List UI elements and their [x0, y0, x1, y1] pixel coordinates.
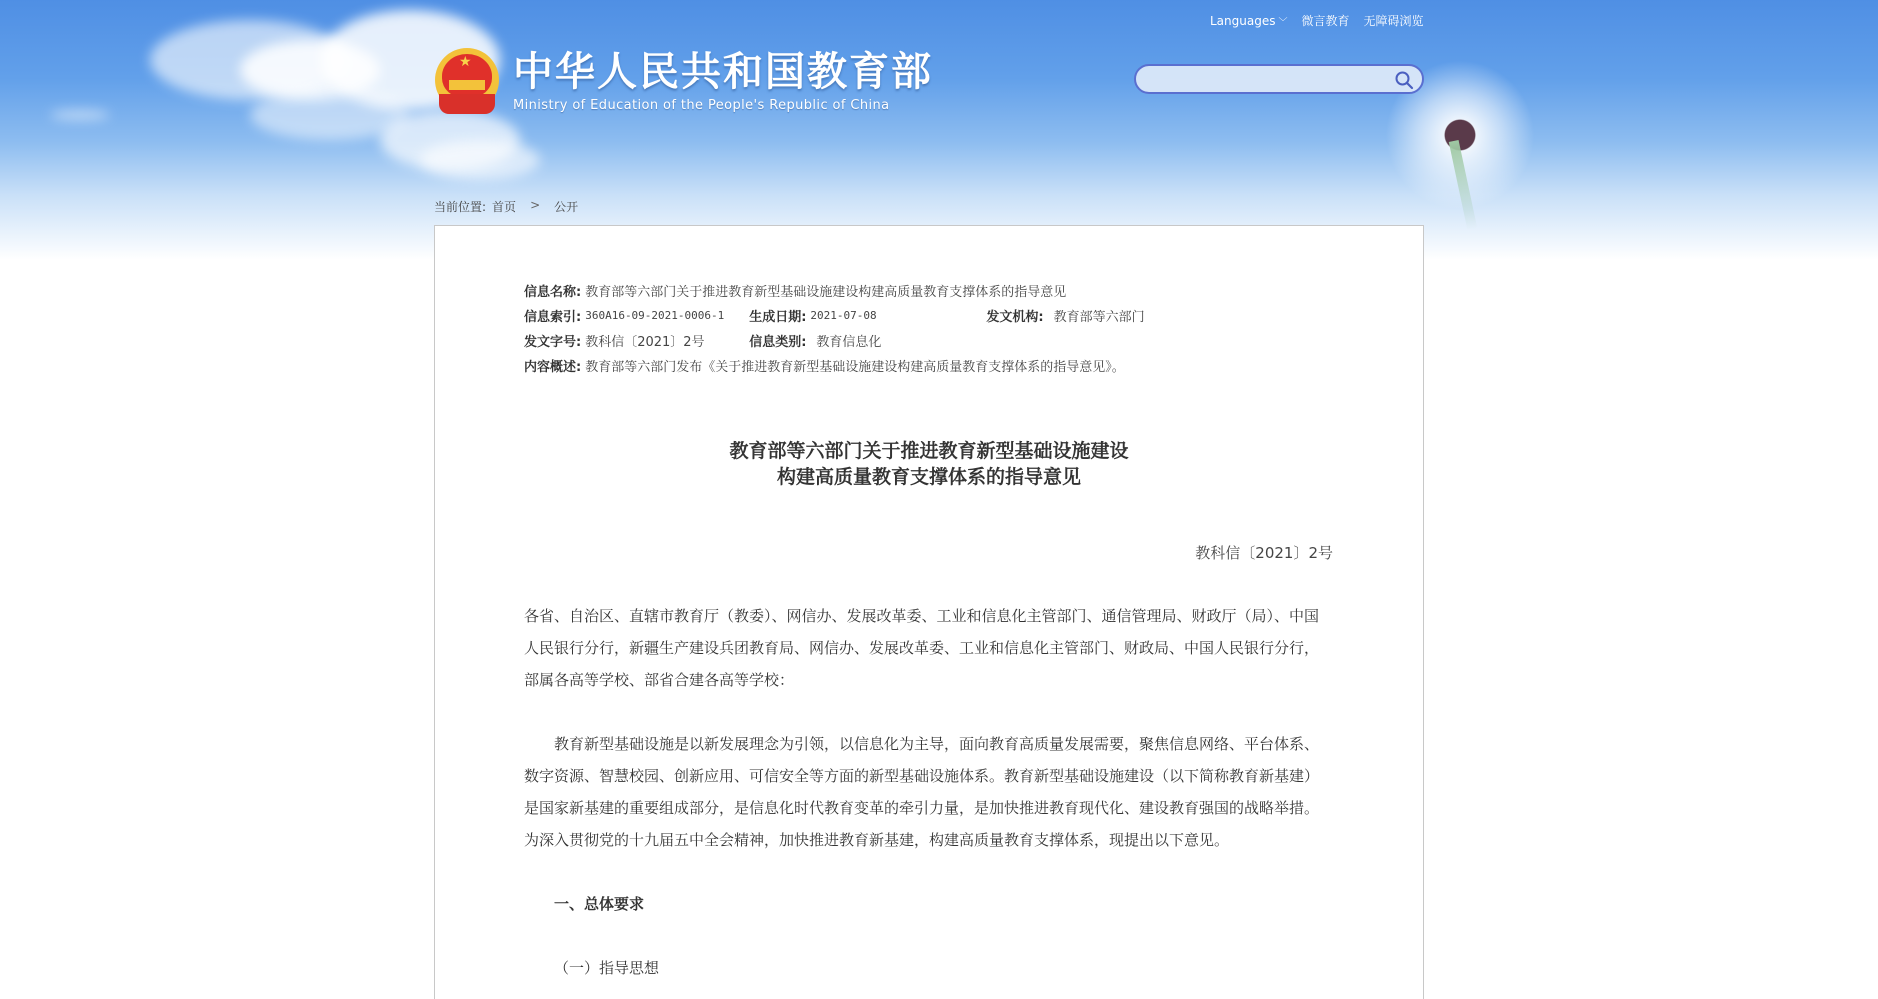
search-box	[1134, 64, 1424, 94]
subsection-heading: （一）指导思想	[554, 959, 660, 977]
info-issuer: 教育部等六部门	[1053, 310, 1145, 325]
search-icon[interactable]	[1394, 70, 1414, 90]
cloud-decoration	[50, 110, 110, 120]
chevron-down-icon: ﹀	[1278, 17, 1288, 28]
addressees-paragraph: 各省、自治区、直辖市教育厅（教委）、网信办、发展改革委、工业和信息化主管部门、通信管理局、财政厅（局）、中国人民银行分行，新疆生产建设兵团教育局、网信办、发展改革委、工业和信息化主管部门、财政局、中国人民银行分行，部属各高等学校、部省合建各高等学校：	[524, 607, 1320, 689]
search-input[interactable]	[1136, 66, 1386, 92]
cloud-decoration	[420, 140, 540, 180]
info-category: 教育信息化	[816, 335, 882, 350]
meta-row-summary: 内容概述: 教育部等六部门发布《关于推进教育新型基础设施建设构建高质量教育支撑体系的指导意见》。	[524, 353, 1145, 378]
languages-link[interactable]: Languages ﹀	[1210, 13, 1288, 28]
document-title: 教育部等六部门关于推进教育新型基础设施建设 构建高质量教育支撑体系的指导意见	[729, 440, 1129, 488]
info-date: 2021-07-08	[810, 309, 877, 322]
site-title-en: Ministry of Education of the People's Republic of China	[513, 98, 890, 113]
national-emblem-icon: ★	[435, 48, 499, 116]
content-panel	[434, 225, 1424, 999]
site-title-cn: 中华人民共和国教育部	[513, 49, 933, 95]
header-background	[0, 0, 1878, 260]
weiyan-education-link[interactable]: 微言教育	[1301, 14, 1350, 28]
breadcrumb-home[interactable]: 首页	[492, 200, 517, 214]
info-summary: 教育部等六部门发布《关于推进教育新型基础设施建设构建高质量教育支撑体系的指导意见》。	[585, 360, 1125, 375]
breadcrumb	[434, 198, 578, 215]
document-number: 教科信〔2021〕2号	[1195, 544, 1333, 562]
meta-row-index: 信息索引: 360A16-09-2021-0006-1 生成日期: 2021-07-08 发文机构: 教育部等六部门	[524, 303, 1145, 328]
top-links	[1210, 12, 1424, 29]
meta-row-name: 信息名称: 教育部等六部门关于推进教育新型基础设施建设构建高质量教育支撑体系的指导意见	[524, 278, 1145, 303]
meta-row-docno: 发文字号: 教科信〔2021〕2号 信息类别: 教育信息化	[524, 328, 1145, 353]
info-name: 教育部等六部门关于推进教育新型基础设施建设构建高质量教育支撑体系的指导意见	[585, 285, 1067, 300]
section-heading: 一、总体要求	[554, 895, 645, 913]
info-metadata	[524, 278, 1145, 378]
intro-paragraph: 教育新型基础设施是以新发展理念为引领，以信息化为主导，面向教育高质量发展需要，聚焦信息网络、平台体系、数字资源、智慧校园、创新应用、可信安全等方面的新型基础设施体系。教育新型基础设施建设（以下简称教育新基建）是国家新基建的重要组成部分，是信息化时代教育变革的牵引力量，是加快推进教育现代化、建设教育强国的战略举措。为深入贯彻党的十九届五中全会精神，加快推进教育新基建，构建高质量教育支撑体系，现提出以下意见。	[524, 735, 1320, 849]
info-index: 360A16-09-2021-0006-1	[585, 309, 725, 322]
document-body	[524, 600, 1330, 999]
chevron-right-icon: >	[530, 198, 541, 212]
info-docno: 教科信〔2021〕2号	[585, 335, 705, 350]
breadcrumb-public[interactable]: 公开	[554, 200, 579, 214]
site-logo[interactable]	[435, 48, 933, 116]
breadcrumb-prefix: 当前位置:	[434, 200, 487, 214]
accessibility-link[interactable]: 无障碍浏览	[1363, 14, 1424, 28]
